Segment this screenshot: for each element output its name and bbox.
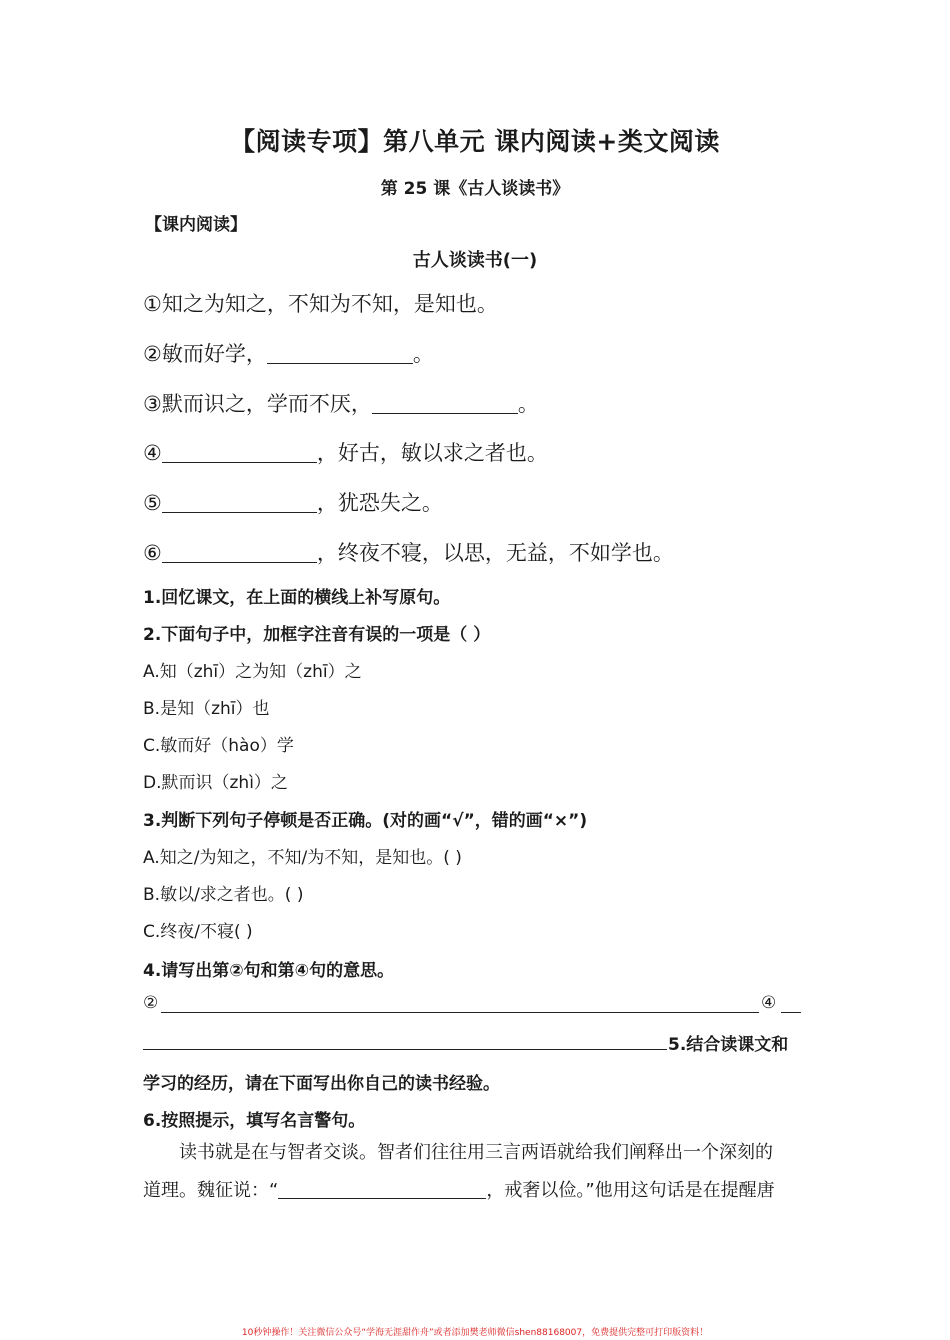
- answer-4-line-continued[interactable]: [143, 1049, 667, 1050]
- lesson-title: 第 25 课《古人谈读书》: [380, 179, 570, 199]
- passage-line-3-text: ③默而识之，学而不厌，: [143, 392, 372, 416]
- passage-line-2-end: 。: [412, 342, 434, 366]
- question-2-option-b: B.是知（zhī）也: [143, 699, 270, 719]
- section-heading: 【课内阅读】: [145, 215, 247, 235]
- fill-blank-5[interactable]: [162, 490, 317, 513]
- passage-line-5-mark: ⑤: [143, 491, 162, 515]
- paragraph-text-after-blank: ，戒奢以俭。”他用这句话是在提醒唐: [486, 1180, 775, 1201]
- reading-paragraph-line-2: [143, 1172, 807, 1210]
- passage-line-2-text: ②敏而好学，: [143, 342, 267, 366]
- fill-blank-4[interactable]: [162, 440, 317, 463]
- answer-4-line[interactable]: [781, 1012, 801, 1013]
- footer-note: 10秒钟操作！关注微信公众号“学海无涯甜作舟”或者添加樊老师微信shen88168007，免费提供完整可打印版资料！: [241, 1328, 709, 1338]
- answer-2-mark: ②: [143, 993, 159, 1013]
- fill-blank-3[interactable]: [372, 391, 518, 414]
- passage-line-5-text: ，犹恐失之。: [316, 491, 443, 515]
- passage-line-6-mark: ⑥: [143, 541, 162, 565]
- passage-line-6: [143, 537, 674, 567]
- passage-line-4-mark: ④: [143, 441, 162, 465]
- question-6: 6.按照提示，填写名言警句。: [143, 1111, 366, 1131]
- question-2-option-a: A.知（zhī）之为知（zhī）之: [143, 662, 362, 682]
- question-3-option-a: A.知之/为知之，不知/为不知，是知也。( ): [143, 848, 462, 868]
- answer-4-mark: ④: [761, 993, 777, 1013]
- passage-line-5: [143, 487, 443, 517]
- question-3-option-c: C.终夜/不寝( ): [143, 922, 253, 942]
- passage-line-3-end: 。: [517, 392, 539, 416]
- passage-line-4: [143, 437, 548, 467]
- fill-blank-2[interactable]: [267, 341, 413, 364]
- passage-line-3: [143, 388, 539, 418]
- passage-line-6-text: ，终夜不寝，以思，无益，不如学也。: [316, 541, 674, 565]
- answer-2-line[interactable]: [161, 1012, 759, 1013]
- passage-line-1: ①知之为知之，不知为不知，是知也。: [143, 292, 498, 316]
- passage-line-4-text: ，好古，敏以求之者也。: [316, 441, 548, 465]
- question-2: 2.下面句子中，加框字注音有误的一项是（ ）: [143, 625, 491, 645]
- page-title: 【阅读专项】第八单元 课内阅读+类文阅读: [230, 127, 720, 156]
- question-3: 3.判断下列句子停顿是否正确。(对的画“√”，错的画“×”): [143, 811, 588, 831]
- fill-blank-6[interactable]: [162, 540, 317, 563]
- passage-title: 古人谈读书(一): [412, 250, 538, 271]
- quote-fill-blank[interactable]: [278, 1179, 486, 1199]
- passage-line-2: [143, 338, 434, 368]
- question-3-option-b: B.敏以/求之者也。( ): [143, 885, 304, 905]
- question-5-continued: 学习的经历，请在下面写出你自己的读书经验。: [143, 1074, 500, 1094]
- question-5-start: 5.结合读课文和: [668, 1035, 789, 1055]
- question-1: 1.回忆课文，在上面的横线上补写原句。: [143, 588, 451, 608]
- paragraph-text-before-blank: 道理。魏征说：“: [143, 1180, 279, 1201]
- reading-paragraph-line-1: 读书就是在与智者交谈。智者们往往用三言两语就给我们阐释出一个深刻的: [179, 1142, 773, 1163]
- question-4: 4.请写出第②句和第④句的意思。: [143, 961, 395, 981]
- question-2-option-c: C.敏而好（hào）学: [143, 736, 294, 756]
- question-2-option-d: D.默而识（zhì）之: [143, 773, 288, 793]
